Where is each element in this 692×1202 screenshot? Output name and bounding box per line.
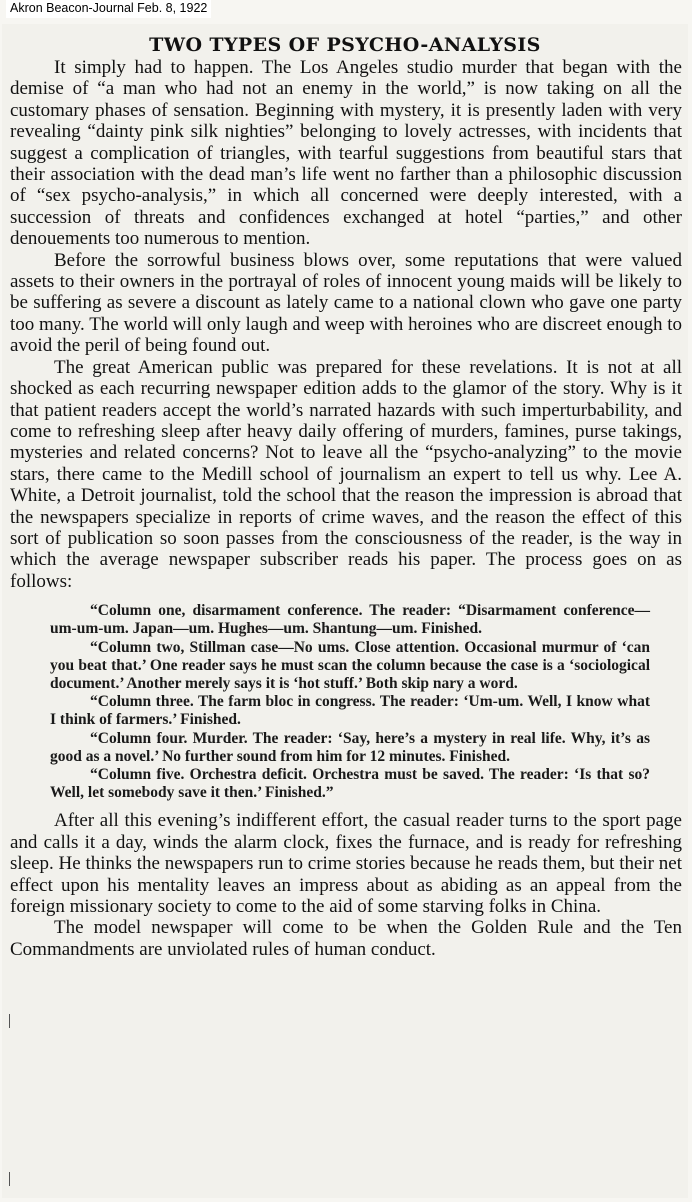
article-paragraph: It simply had to happen. The Los Angeles studio murder that began with the demise of “a man who had not an enemy in the world,” is now taking on all the customary phases of sensation. Beginning with mystery, it is presently laden with very revealing “dainty pink silk nighties” belonging to lovely actresses, with incidents that suggest a complication of triangles, with tearful suggestions from beautiful stars that their association with the dead man’s life went no farther than a philosophic discussion of “sex psycho-analysis,” in which all concerned were deeply interested, with a succession of threats and confidences exchanged at hotel “parties,” and other denouements too numerous to mention.	[10, 57, 682, 250]
article-body	[10, 57, 682, 960]
paper-crease-mark	[9, 1172, 10, 1186]
article-clipping	[2, 24, 688, 1198]
article-paragraph: After all this evening’s indifferent effort, the casual reader turns to the sport page and calls it a day, winds the alarm clock, fixes the furnace, and is ready for refreshing sleep. He thinks the newspapers run to crime stories because he reads them, but their net effect upon his mentality leaves an impress about as abiding as an appeal from the foreign missionary society to come to the aid of some starving folks in China.	[10, 810, 682, 918]
quoted-column-item: “Column four. Murder. The reader: ‘Say, here’s a mystery in real life. Why, it’s as good as a novel.’ No further sound from him for 12 minutes. Finished.	[50, 729, 650, 765]
article-headline: TWO TYPES OF PSYCHO-ANALYSIS	[149, 34, 541, 56]
quoted-column-item: “Column one, disarmament conference. The reader: “Disarmament conference—um-um-um. Japan—um. Hughes—um. Shantung—um. Finished.	[50, 602, 650, 638]
article-paragraph: The model newspaper will come to be when the Golden Rule and the Ten Commandments are unviolated rules of human conduct.	[10, 917, 682, 960]
source-caption: Akron Beacon-Journal Feb. 8, 1922	[6, 0, 211, 18]
quoted-column-item: “Column two, Stillman case—No ums. Close attention. Occasional murmur of ‘can you beat that.’ One reader says he must scan the column because the case is a ‘sociological document.’ Another merely says it is ‘hot stuff.’ Both skip nary a word.	[50, 638, 650, 692]
quoted-reader-columns	[50, 602, 650, 802]
quoted-column-item: “Column three. The farm bloc in congress. The reader: ‘Um-um. Well, I know what I think of farmers.’ Finished.	[50, 693, 650, 729]
paper-crease-mark	[9, 1014, 10, 1028]
article-paragraph: Before the sorrowful business blows over, some reputations that were valued assets to their owners in the portrayal of roles of innocent young maids will be likely to be suffering as severe a discount as lately came to a national clown who gave one party too many. The world will only laugh and weep with heroines who are discreet enough to avoid the peril of being found out.	[10, 249, 682, 357]
article-paragraph: The great American public was prepared for these revelations. It is not at all shocked as each recurring newspaper edition adds to the glamor of the story. Why is it that patient readers accept the world’s narrated hazards with such imperturbability, and come to refreshing sleep after heavy daily offering of murders, famines, purse takings, mysteries and related concerns? Not to leave all the “psycho-analyzing” to the movie stars, there came to the Medill school of journalism an expert to tell us why. Lee A. White, a Detroit journalist, told the school that the reason the impression is abroad that the newspapers specialize in reports of crime waves, and the reason the effect of this sort of publication so soon passes from the consciousness of the reader, is the way in which the average newspaper subscriber reads his paper. The process goes on as follows:	[10, 356, 682, 592]
quoted-column-item: “Column five. Orchestra deficit. Orchestra must be saved. The reader: ‘Is that so? Well, let somebody save it then.’ Finished.”	[50, 765, 650, 802]
